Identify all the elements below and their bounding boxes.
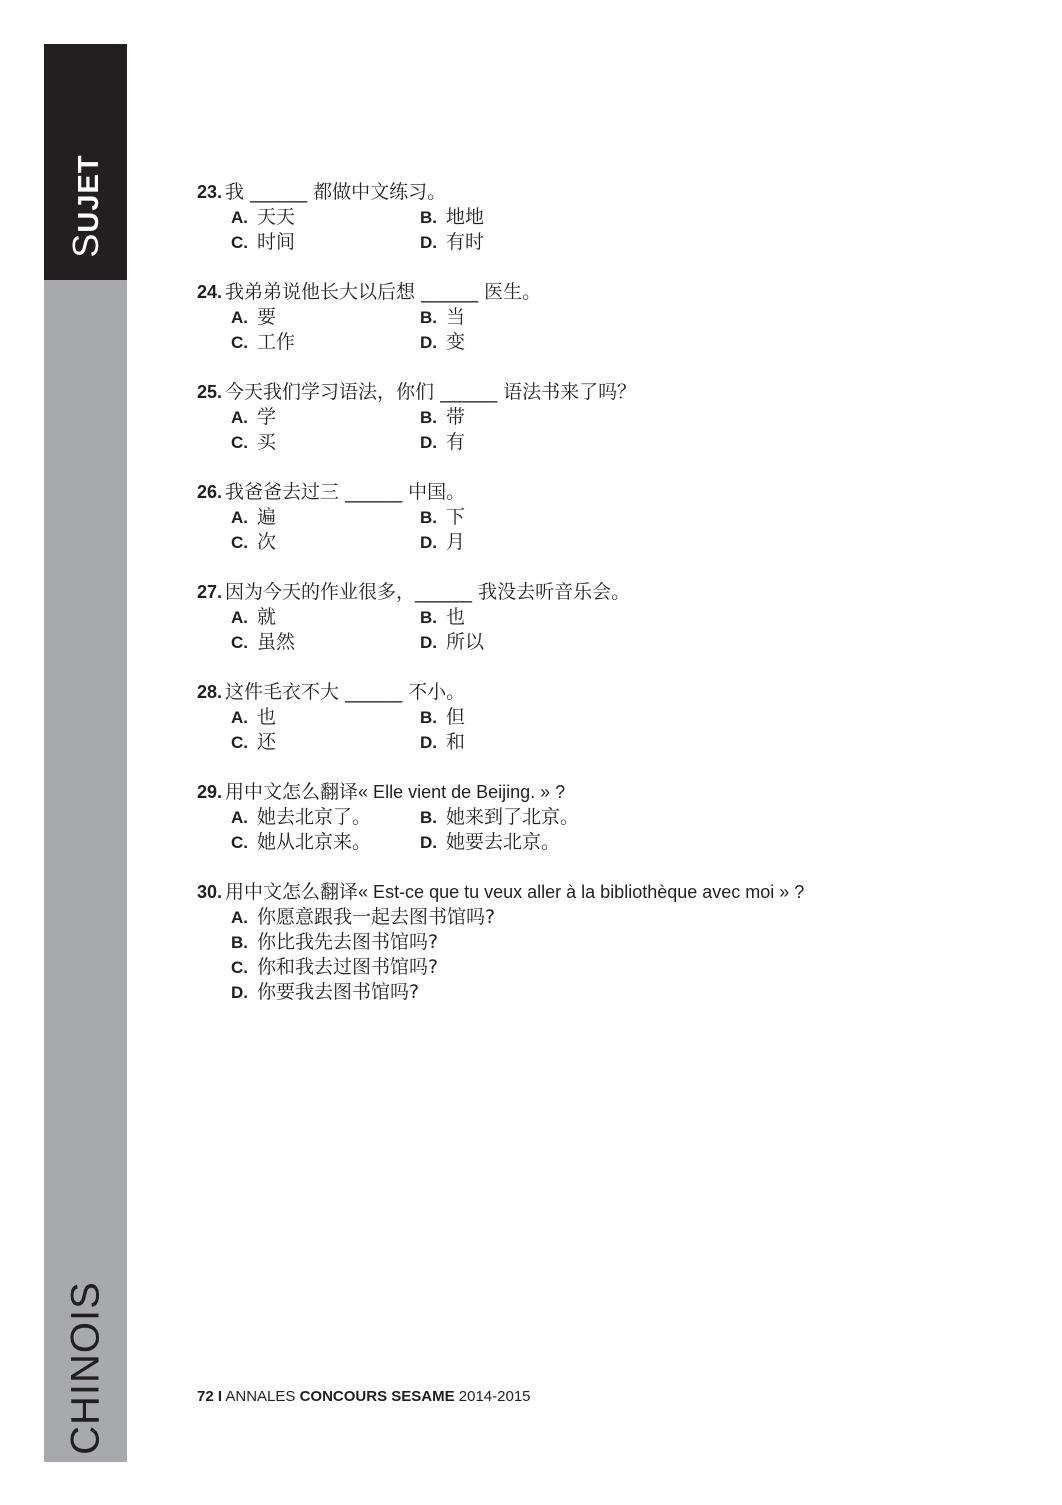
option-a[interactable]: A. 你愿意跟我一起去图书馆吗?	[231, 906, 496, 928]
option-c[interactable]: C. 工作	[231, 331, 296, 353]
answer-options	[197, 305, 1017, 355]
question-stem	[197, 880, 1017, 905]
option-d[interactable]: D. 月	[420, 531, 466, 553]
question-text: 因为今天的作业很多，______ 我没去听音乐会。	[225, 581, 631, 603]
footer-annales: ANNALES	[225, 1388, 296, 1405]
question-stem	[197, 280, 1017, 305]
answer-options	[197, 705, 1017, 755]
option-a[interactable]: A. 天天	[231, 206, 296, 228]
question-30	[197, 880, 1017, 1005]
question-number: 26.	[197, 482, 223, 502]
question-text: 我 ______ 都做中文练习。	[225, 181, 447, 203]
option-a[interactable]: A. 也	[231, 706, 277, 728]
question-stem	[197, 480, 1017, 505]
option-b[interactable]: B. 她来到了北京。	[420, 806, 580, 828]
question-stem	[197, 580, 1017, 605]
question-29	[197, 780, 1017, 855]
question-23	[197, 180, 1017, 255]
question-26	[197, 480, 1017, 555]
option-a[interactable]: A. 学	[231, 406, 277, 428]
option-c[interactable]: C. 次	[231, 531, 277, 553]
answer-options	[197, 905, 1017, 1005]
option-c[interactable]: C. 你和我去过图书馆吗?	[231, 956, 439, 978]
page-number: 72	[197, 1388, 214, 1405]
option-c[interactable]: C. 虽然	[231, 631, 296, 653]
question-stem	[197, 680, 1017, 705]
footer-separator: I	[217, 1388, 223, 1405]
question-27	[197, 580, 1017, 655]
answer-options	[197, 205, 1017, 255]
option-a[interactable]: A. 她去北京了。	[231, 806, 372, 828]
option-b[interactable]: B. 你比我先去图书馆吗?	[231, 931, 439, 953]
question-list	[197, 180, 1017, 1030]
question-stem	[197, 780, 1017, 805]
option-b[interactable]: B. 带	[420, 406, 466, 428]
question-number: 27.	[197, 582, 223, 602]
option-b[interactable]: B. 也	[420, 606, 466, 628]
answer-options	[197, 505, 1017, 555]
option-c[interactable]: C. 她从北京来。	[231, 831, 372, 853]
question-28	[197, 680, 1017, 755]
option-d[interactable]: D. 变	[420, 331, 466, 353]
question-24	[197, 280, 1017, 355]
option-c[interactable]: C. 时间	[231, 231, 296, 253]
option-b[interactable]: B. 但	[420, 706, 466, 728]
option-d[interactable]: D. 你要我去图书馆吗?	[231, 981, 420, 1003]
page-footer	[197, 1388, 531, 1405]
question-stem	[197, 180, 1017, 205]
question-number: 30.	[197, 882, 223, 902]
question-text: 今天我们学习语法，你们 ______ 语法书来了吗？	[225, 381, 637, 403]
question-french-text: « Est-ce que tu veux aller à la bibliothèque avec moi » ?	[358, 882, 805, 902]
question-number: 29.	[197, 782, 223, 802]
option-a[interactable]: A. 就	[231, 606, 277, 628]
option-b[interactable]: B. 当	[420, 306, 466, 328]
option-d[interactable]: D. 和	[420, 731, 466, 753]
option-d[interactable]: D. 有时	[420, 231, 485, 253]
sujet-label: SUJET	[64, 154, 106, 258]
option-a[interactable]: A. 遍	[231, 506, 277, 528]
option-b[interactable]: B. 下	[420, 506, 466, 528]
option-c[interactable]: C. 买	[231, 431, 277, 453]
question-number: 24.	[197, 282, 223, 302]
option-d[interactable]: D. 所以	[420, 631, 485, 653]
answer-options	[197, 405, 1017, 455]
answer-options	[197, 805, 1017, 855]
option-c[interactable]: C. 还	[231, 731, 277, 753]
sujet-tab	[44, 44, 127, 280]
question-french-text: « Elle vient de Beijing. » ?	[358, 782, 566, 802]
question-number: 25.	[197, 382, 223, 402]
answer-options	[197, 605, 1017, 655]
option-d[interactable]: D. 她要去北京。	[420, 831, 561, 853]
option-a[interactable]: A. 要	[231, 306, 277, 328]
question-text: 用中文怎么翻译	[225, 881, 359, 903]
question-text: 这件毛衣不大 ______ 不小。	[225, 681, 466, 703]
footer-concours: CONCOURS SESAME	[299, 1388, 455, 1405]
question-text: 我弟弟说他长大以后想 ______ 医生。	[225, 281, 542, 303]
option-d[interactable]: D. 有	[420, 431, 466, 453]
question-25	[197, 380, 1017, 455]
question-number: 23.	[197, 182, 223, 202]
question-text: 我爸爸去过三 ______ 中国。	[225, 481, 466, 503]
question-text: 用中文怎么翻译	[225, 781, 359, 803]
footer-years: 2014-2015	[458, 1388, 531, 1405]
question-stem	[197, 380, 1017, 405]
question-number: 28.	[197, 682, 223, 702]
chinois-label: CHINOIS	[63, 1281, 107, 1455]
section-sidebar	[44, 44, 127, 1462]
option-b[interactable]: B. 地地	[420, 206, 485, 228]
